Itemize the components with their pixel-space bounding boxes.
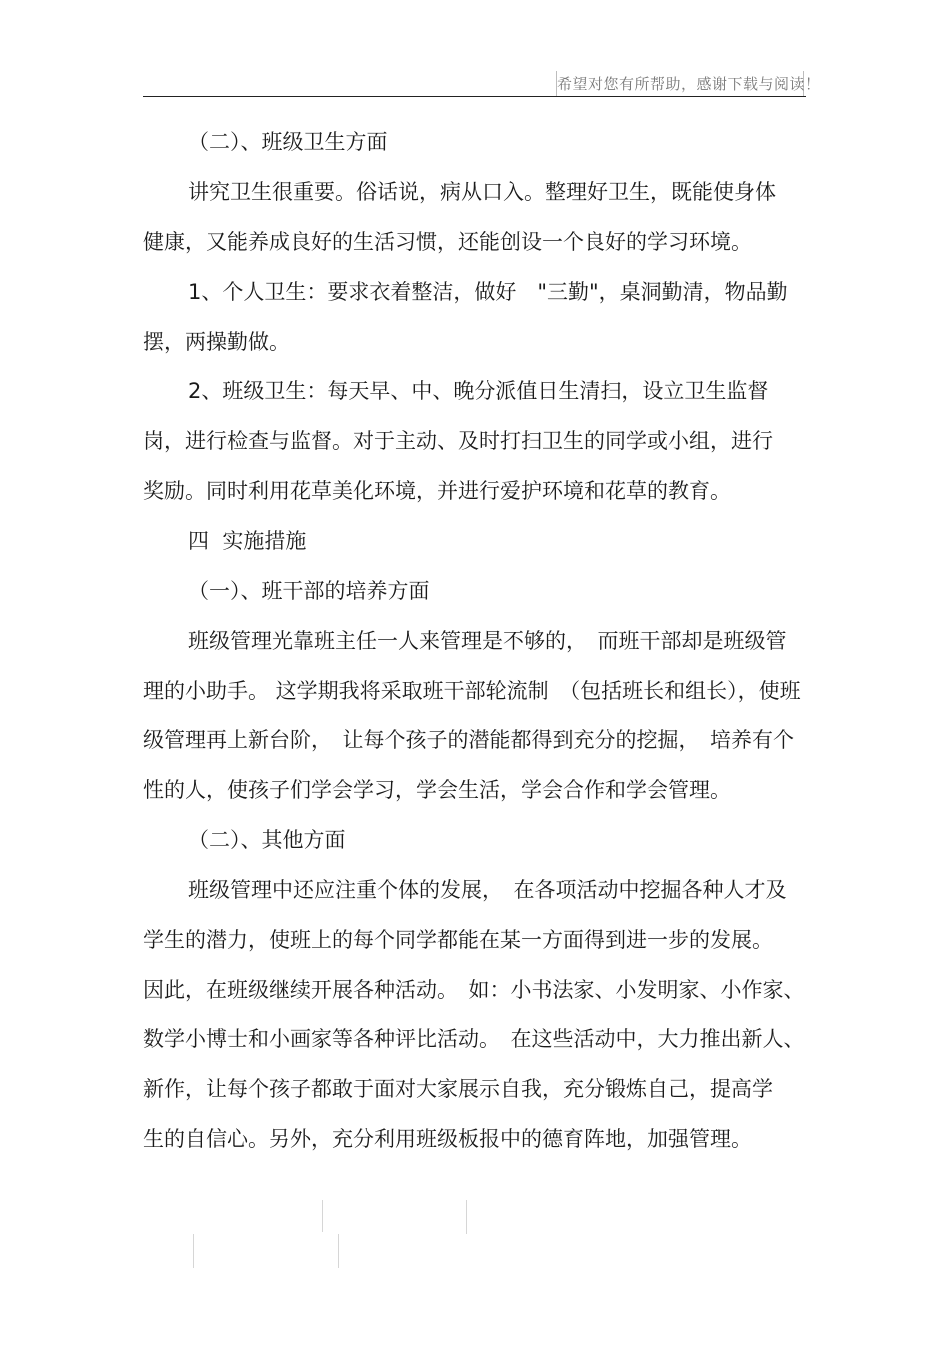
section-heading: 四 实施措施 (188, 529, 307, 553)
paragraph-line: 理的小助手。 这学期我将采取班干部轮流制 （包括班长和组长），使班 (143, 679, 801, 703)
paragraph-line: 岗，进行检查与监督。对于主动、及时打扫卫生的同学或小组，进行 (143, 429, 773, 453)
paragraph-line: 健康，又能养成良好的生活习惯，还能创设一个良好的学习环境。 (143, 230, 752, 254)
paragraph-line: 1、个人卫生：要求衣着整洁，做好 "三勤"，桌洞勤清，物品勤 (188, 280, 788, 304)
table-border-fragment (466, 1200, 467, 1234)
paragraph-line: 奖励。同时利用花草美化环境，并进行爱护环境和花草的教育。 (143, 479, 731, 503)
paragraph-line: 新作，让每个孩子都敢于面对大家展示自我，充分锻炼自己，提高学 (143, 1077, 773, 1101)
table-border-fragment (193, 1234, 194, 1268)
section-heading: （一）、班干部的培养方面 (188, 579, 430, 603)
paragraph-line: 数学小博士和小画家等各种评比活动。 在这些活动中，大力推出新人、 (143, 1027, 805, 1051)
section-heading: （二）、班级卫生方面 (188, 130, 388, 154)
paragraph-line: 级管理再上新台阶， 让每个孩子的潜能都得到充分的挖掘， 培养有个 (143, 728, 794, 752)
table-border-fragment (322, 1200, 323, 1232)
header-rule (143, 96, 806, 97)
table-border-fragment (338, 1234, 339, 1268)
section-heading: （二）、其他方面 (188, 828, 346, 852)
header-note: 希望对您有所帮助，感谢下载与阅读！ (556, 71, 804, 97)
paragraph-line: 2、班级卫生：每天早、中、晚分派值日生清扫，设立卫生监督 (188, 379, 769, 403)
paragraph-line: 摆，两操勤做。 (143, 330, 290, 354)
paragraph-line: 生的自信心。另外，充分利用班级板报中的德育阵地，加强管理。 (143, 1127, 752, 1151)
paragraph-line: 学生的潜力，使班上的每个同学都能在某一方面得到进一步的发展。 (143, 928, 773, 952)
paragraph-line: 班级管理光靠班主任一人来管理是不够的， 而班干部却是班级管 (188, 629, 787, 653)
paragraph-line: 性的人，使孩子们学会学习，学会生活，学会合作和学会管理。 (143, 778, 731, 802)
paragraph-line: 班级管理中还应注重个体的发展， 在各项活动中挖掘各种人才及 (188, 878, 787, 902)
paragraph-line: 因此，在班级继续开展各种活动。 如：小书法家、小发明家、小作家、 (143, 978, 805, 1002)
paragraph-line: 讲究卫生很重要。俗话说，病从口入。整理好卫生，既能使身体 (188, 180, 776, 204)
